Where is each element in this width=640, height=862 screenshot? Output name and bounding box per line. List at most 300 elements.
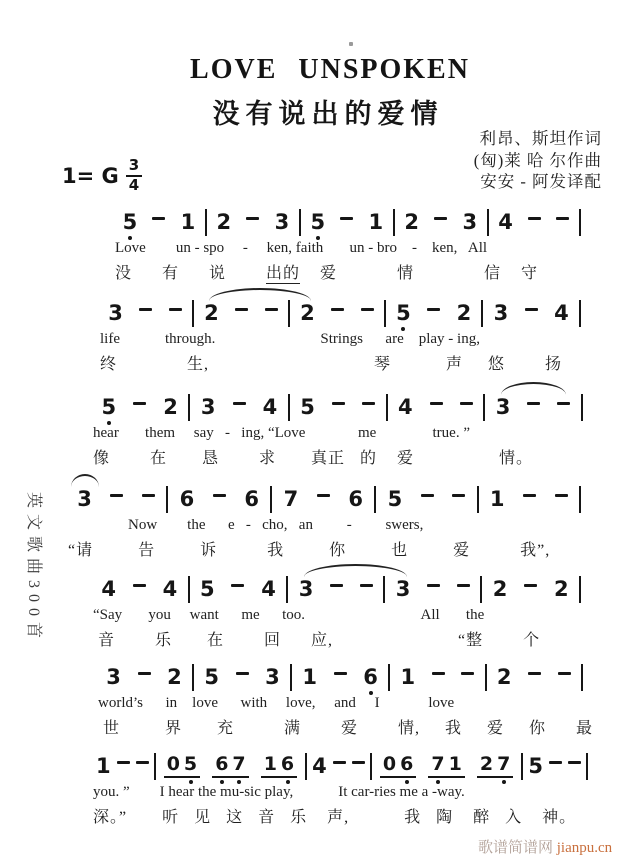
note-cell bbox=[493, 579, 508, 600]
note-cell bbox=[108, 303, 123, 324]
note-cell bbox=[434, 217, 447, 228]
barline bbox=[581, 664, 583, 691]
measure bbox=[170, 489, 268, 510]
music-system bbox=[115, 196, 583, 283]
dash-note bbox=[528, 217, 541, 220]
beam-group bbox=[164, 755, 200, 778]
measure bbox=[196, 303, 286, 324]
dash-note bbox=[430, 402, 443, 405]
dash-note bbox=[235, 308, 248, 311]
low-octave-dot bbox=[502, 780, 506, 784]
note-cell bbox=[427, 308, 440, 319]
music-system bbox=[98, 651, 594, 738]
low-octave-dot bbox=[401, 327, 405, 331]
note-cell bbox=[528, 672, 541, 683]
note: 6 bbox=[215, 755, 228, 774]
note-cell bbox=[557, 402, 570, 413]
measure bbox=[93, 756, 152, 777]
beam-group bbox=[428, 755, 464, 778]
note-cell bbox=[432, 672, 445, 683]
note-cell bbox=[555, 494, 568, 505]
credit-lyricist: 利昂、斯坦作词 bbox=[479, 129, 602, 148]
note-cell bbox=[302, 667, 317, 688]
dash-note bbox=[460, 402, 473, 405]
note: 1 bbox=[368, 210, 384, 234]
low-octave-dot bbox=[286, 780, 290, 784]
dash-note bbox=[557, 402, 570, 405]
note-cell bbox=[167, 667, 182, 688]
low-octave-dot bbox=[220, 780, 224, 784]
note: 2 bbox=[496, 665, 512, 689]
measure bbox=[192, 397, 285, 418]
barline bbox=[288, 394, 290, 421]
notes-row bbox=[98, 651, 585, 691]
note-cell bbox=[133, 402, 146, 413]
barline bbox=[579, 576, 581, 603]
note-cell bbox=[110, 494, 123, 505]
dash-note bbox=[452, 494, 465, 497]
note-cell bbox=[136, 761, 149, 772]
note-cell bbox=[180, 489, 195, 510]
note-cell bbox=[554, 303, 569, 324]
note-cell bbox=[300, 303, 315, 324]
lyrics-english: “Say you want me too. All the bbox=[93, 607, 485, 623]
dash-note bbox=[231, 584, 244, 587]
barline bbox=[188, 576, 190, 603]
note-cell bbox=[246, 217, 259, 228]
dash-note bbox=[421, 494, 434, 497]
notes-row bbox=[115, 196, 583, 236]
song-title-chinese: 没有说出的爱情 bbox=[212, 99, 444, 129]
measure bbox=[292, 397, 384, 418]
note-cell bbox=[163, 397, 178, 418]
measure bbox=[290, 579, 381, 600]
beam-group bbox=[380, 755, 416, 778]
note-cell bbox=[263, 397, 278, 418]
note-cell bbox=[138, 672, 151, 683]
note-cell bbox=[299, 579, 314, 600]
note-cell bbox=[497, 667, 512, 688]
note-cell bbox=[317, 494, 330, 505]
note: 6 bbox=[348, 487, 363, 511]
note: 4 bbox=[498, 210, 513, 234]
note: 5 bbox=[387, 487, 403, 511]
notes-row bbox=[93, 740, 590, 780]
measure bbox=[487, 397, 579, 418]
lyrics-chinese bbox=[93, 804, 590, 827]
watermark-site-name: 歌谱简谱网 bbox=[478, 840, 554, 856]
key-signature bbox=[62, 158, 142, 194]
note-cell bbox=[524, 584, 537, 595]
barline bbox=[521, 753, 523, 780]
note-cell bbox=[139, 308, 152, 319]
dash-note bbox=[556, 217, 569, 220]
measure bbox=[388, 303, 480, 324]
barline bbox=[205, 209, 207, 236]
dash-note bbox=[528, 672, 541, 675]
note-cell bbox=[333, 761, 346, 772]
barline bbox=[288, 300, 290, 327]
note-cell bbox=[369, 212, 384, 233]
barline bbox=[383, 576, 385, 603]
note-cell bbox=[427, 584, 440, 595]
barline bbox=[166, 486, 168, 513]
note: 6 bbox=[363, 667, 378, 688]
barline bbox=[477, 486, 479, 513]
low-octave-dot bbox=[128, 236, 132, 240]
barline bbox=[579, 209, 581, 236]
note-cell bbox=[117, 761, 130, 772]
credits-block bbox=[474, 128, 602, 193]
measure bbox=[491, 212, 577, 233]
note: 3 bbox=[495, 395, 511, 419]
note: 5 bbox=[200, 577, 215, 601]
measure bbox=[294, 667, 386, 688]
note-cell bbox=[236, 672, 249, 683]
barline bbox=[384, 300, 386, 327]
note-cell bbox=[310, 212, 325, 233]
note-cell bbox=[77, 489, 92, 510]
barline bbox=[388, 664, 390, 691]
dash-note bbox=[136, 761, 149, 764]
measure bbox=[484, 579, 577, 600]
notes-row bbox=[100, 287, 583, 327]
note: 4 bbox=[162, 577, 178, 601]
barline bbox=[290, 664, 292, 691]
watermark-site-url: jianpu.cn bbox=[556, 840, 613, 856]
note-cell bbox=[461, 672, 474, 683]
dash-note bbox=[333, 761, 346, 764]
note-cell bbox=[363, 667, 378, 688]
music-system bbox=[93, 740, 590, 827]
note-cell bbox=[331, 308, 344, 319]
lyrics-english: Now the e - cho, an - swers, bbox=[68, 517, 424, 533]
dash-note bbox=[139, 308, 152, 311]
note: 5 bbox=[528, 754, 543, 778]
note: 3 bbox=[200, 395, 216, 419]
note: 4 bbox=[312, 754, 327, 778]
note-cell bbox=[142, 494, 155, 505]
low-octave-dot bbox=[316, 236, 320, 240]
lyrics-chinese bbox=[93, 627, 583, 650]
lyric-segment: 爱 情 信 守 bbox=[300, 265, 539, 282]
note: 5 bbox=[300, 395, 315, 419]
note: 0 bbox=[166, 753, 180, 775]
note-cell bbox=[169, 308, 182, 319]
lyric-segment: 终 生, 琴 声 悠 扬 bbox=[100, 356, 563, 373]
dash-note bbox=[427, 308, 440, 311]
dash-note bbox=[340, 217, 353, 220]
measure bbox=[158, 755, 304, 778]
note: 7 bbox=[232, 755, 245, 774]
lyrics-english: Love un - spo - ken, faith un - bro - ken, All bbox=[115, 240, 488, 256]
note-cell bbox=[330, 584, 343, 595]
measure bbox=[525, 756, 584, 777]
note-cell bbox=[312, 756, 327, 777]
note-cell bbox=[462, 212, 477, 233]
note-cell bbox=[361, 308, 374, 319]
note: 5 bbox=[123, 212, 138, 233]
note: 4 bbox=[398, 395, 413, 419]
barline bbox=[393, 209, 395, 236]
note-cell bbox=[404, 212, 419, 233]
note: 2 bbox=[553, 577, 569, 601]
measure bbox=[390, 397, 482, 418]
dash-note bbox=[142, 494, 155, 497]
beam-group bbox=[477, 755, 513, 778]
measure bbox=[309, 756, 368, 777]
measure bbox=[378, 489, 474, 510]
note: 7 bbox=[431, 755, 444, 774]
credit-translator: 安安 - 阿发译配 bbox=[480, 172, 602, 191]
dash-note bbox=[117, 761, 130, 764]
scan-speck bbox=[349, 42, 353, 46]
measure bbox=[93, 579, 186, 600]
note-cell bbox=[265, 308, 278, 319]
low-octave-dot bbox=[436, 780, 440, 784]
dash-note bbox=[334, 672, 347, 675]
dash-note bbox=[133, 402, 146, 405]
beam-group bbox=[212, 755, 248, 778]
dash-note bbox=[331, 308, 344, 311]
note-cell bbox=[452, 494, 465, 505]
dash-note bbox=[524, 584, 537, 587]
note-cell bbox=[362, 402, 375, 413]
note: 1 bbox=[400, 665, 416, 689]
time-signature-numerator: 3 bbox=[126, 158, 142, 177]
note: 2 bbox=[456, 301, 472, 325]
measure bbox=[485, 303, 577, 324]
note-cell bbox=[457, 584, 470, 595]
slur bbox=[209, 288, 311, 301]
note: 5 bbox=[396, 303, 411, 324]
lyrics-english: life through. Strings are play - ing, bbox=[100, 331, 480, 347]
dash-note bbox=[133, 584, 146, 587]
dash-note bbox=[360, 584, 373, 587]
dash-note bbox=[233, 402, 246, 405]
note-cell bbox=[528, 756, 543, 777]
note-cell bbox=[106, 667, 121, 688]
note-cell bbox=[300, 397, 315, 418]
note: 5 bbox=[102, 397, 117, 418]
note: 3 bbox=[77, 487, 92, 511]
lyrics-chinese bbox=[68, 537, 583, 560]
note-cell bbox=[554, 579, 569, 600]
music-system bbox=[100, 287, 583, 374]
lyrics-chinese bbox=[93, 445, 585, 468]
lyric-segment: 音 乐 在 回 应, “整 个 bbox=[93, 632, 541, 649]
note: 2 bbox=[167, 665, 182, 689]
note-cell bbox=[525, 308, 538, 319]
note: 3 bbox=[462, 210, 478, 234]
note-cell bbox=[123, 212, 138, 233]
note: 7 bbox=[283, 487, 299, 511]
measure bbox=[209, 212, 297, 233]
note-cell bbox=[261, 579, 276, 600]
note-cell bbox=[181, 212, 196, 233]
note-cell bbox=[549, 761, 562, 772]
note-cell bbox=[152, 217, 165, 228]
note-cell bbox=[430, 402, 443, 413]
dash-note bbox=[558, 672, 571, 675]
measure bbox=[489, 667, 579, 688]
note-cell bbox=[523, 494, 536, 505]
dash-note bbox=[138, 672, 151, 675]
notes-row bbox=[93, 381, 585, 421]
lyric-segment: “请 告 诉 我 你 也 爱 我”, bbox=[68, 542, 551, 559]
barline bbox=[370, 753, 372, 780]
barline bbox=[286, 576, 288, 603]
low-octave-dot bbox=[369, 691, 373, 695]
note: 1 bbox=[448, 753, 462, 775]
measure bbox=[397, 212, 485, 233]
note: 3 bbox=[395, 577, 411, 601]
note: 3 bbox=[493, 301, 509, 325]
note: 3 bbox=[298, 577, 314, 601]
dash-note bbox=[549, 761, 562, 764]
note: 1 bbox=[180, 210, 196, 234]
lyrics-english: you. ” I hear the mu-sic play, It car-ries me a -way. bbox=[93, 784, 465, 800]
note-cell bbox=[396, 579, 411, 600]
note: 1 bbox=[96, 754, 111, 778]
dash-note bbox=[434, 217, 447, 220]
note-cell bbox=[332, 402, 345, 413]
low-octave-dot bbox=[237, 780, 241, 784]
notes-row bbox=[68, 473, 583, 513]
measure bbox=[100, 303, 190, 324]
note-cell bbox=[204, 303, 219, 324]
music-system bbox=[93, 563, 583, 650]
barline bbox=[192, 664, 194, 691]
underlined-lyric: 出的 bbox=[266, 265, 301, 282]
barline bbox=[480, 576, 482, 603]
note-cell bbox=[275, 212, 290, 233]
measure bbox=[387, 579, 478, 600]
note-cell bbox=[200, 579, 215, 600]
time-signature bbox=[126, 158, 142, 194]
low-octave-dot bbox=[107, 421, 111, 425]
note-cell bbox=[360, 584, 373, 595]
lyrics-english: hear them say - ing, “Love me true. ” bbox=[93, 425, 470, 441]
dash-note bbox=[152, 217, 165, 220]
note: 3 bbox=[274, 210, 290, 234]
barline bbox=[270, 486, 272, 513]
barline bbox=[305, 753, 307, 780]
dash-note bbox=[169, 308, 182, 311]
note-cell bbox=[421, 494, 434, 505]
slur bbox=[71, 474, 99, 487]
slur bbox=[304, 564, 407, 577]
measure bbox=[292, 303, 382, 324]
barline bbox=[483, 394, 485, 421]
note-cell bbox=[490, 489, 505, 510]
measure bbox=[303, 212, 391, 233]
music-system bbox=[93, 381, 585, 468]
dash-note bbox=[213, 494, 226, 497]
note: 0 bbox=[382, 753, 397, 775]
note-cell bbox=[201, 397, 216, 418]
note-cell bbox=[457, 303, 472, 324]
note-cell bbox=[494, 303, 509, 324]
note-cell bbox=[217, 212, 232, 233]
note-cell bbox=[352, 761, 365, 772]
lyrics-chinese bbox=[98, 715, 594, 738]
dash-note bbox=[265, 308, 278, 311]
note-cell bbox=[265, 667, 280, 688]
low-octave-dot bbox=[189, 780, 193, 784]
note: 6 bbox=[400, 755, 413, 774]
note: 5 bbox=[184, 755, 197, 774]
note-cell bbox=[398, 397, 413, 418]
note: 4 bbox=[101, 577, 117, 601]
barline bbox=[487, 209, 489, 236]
note-cell bbox=[396, 303, 411, 324]
note: 3 bbox=[265, 665, 280, 689]
barline bbox=[154, 753, 156, 780]
note: 7 bbox=[497, 755, 510, 774]
note: 3 bbox=[108, 301, 123, 325]
dash-note bbox=[246, 217, 259, 220]
book-spine-label: 英文歌曲300首 bbox=[25, 492, 42, 645]
note: 4 bbox=[262, 395, 278, 419]
key-label: 1= G bbox=[62, 163, 119, 188]
note: 4 bbox=[261, 577, 276, 601]
note-cell bbox=[527, 402, 540, 413]
lyric-segment: 世 界 充 满 爱 情, 我 爱 你 最 bbox=[98, 720, 594, 737]
dash-note bbox=[317, 494, 330, 497]
measure bbox=[274, 489, 372, 510]
note-cell bbox=[233, 402, 246, 413]
barline bbox=[188, 394, 190, 421]
notes-row bbox=[93, 563, 583, 603]
barline bbox=[386, 394, 388, 421]
lyric-segment: 像 在 恳 求 真正 的 爱 情。 bbox=[93, 450, 534, 467]
note: 4 bbox=[554, 301, 569, 325]
barline bbox=[579, 300, 581, 327]
lyric-segment: 深。” 听 见 这 音 乐 声, 我 陶 醉 入 神。 bbox=[93, 809, 577, 826]
note-cell bbox=[334, 672, 347, 683]
barline bbox=[481, 300, 483, 327]
note: 6 bbox=[281, 755, 294, 774]
measure bbox=[68, 489, 164, 510]
barline bbox=[485, 664, 487, 691]
note-cell bbox=[284, 489, 299, 510]
dash-note bbox=[523, 494, 536, 497]
note: 2 bbox=[479, 753, 494, 775]
slur bbox=[501, 382, 567, 395]
barline bbox=[581, 394, 583, 421]
dash-note bbox=[457, 584, 470, 587]
note: 2 bbox=[404, 210, 419, 234]
lyrics-english: world’s in love with love, and I love bbox=[98, 695, 455, 711]
note: 5 bbox=[310, 212, 325, 233]
dash-note bbox=[525, 308, 538, 311]
note: 2 bbox=[300, 301, 315, 325]
note-cell bbox=[556, 217, 569, 228]
dash-note bbox=[362, 402, 375, 405]
note-cell bbox=[133, 584, 146, 595]
dash-note bbox=[555, 494, 568, 497]
note-cell bbox=[101, 579, 116, 600]
note-cell bbox=[348, 489, 363, 510]
dash-note bbox=[330, 584, 343, 587]
low-octave-dot bbox=[405, 780, 409, 784]
measure bbox=[481, 489, 577, 510]
note: 2 bbox=[204, 301, 219, 325]
note-cell bbox=[340, 217, 353, 228]
measure bbox=[192, 579, 285, 600]
dash-note bbox=[332, 402, 345, 405]
